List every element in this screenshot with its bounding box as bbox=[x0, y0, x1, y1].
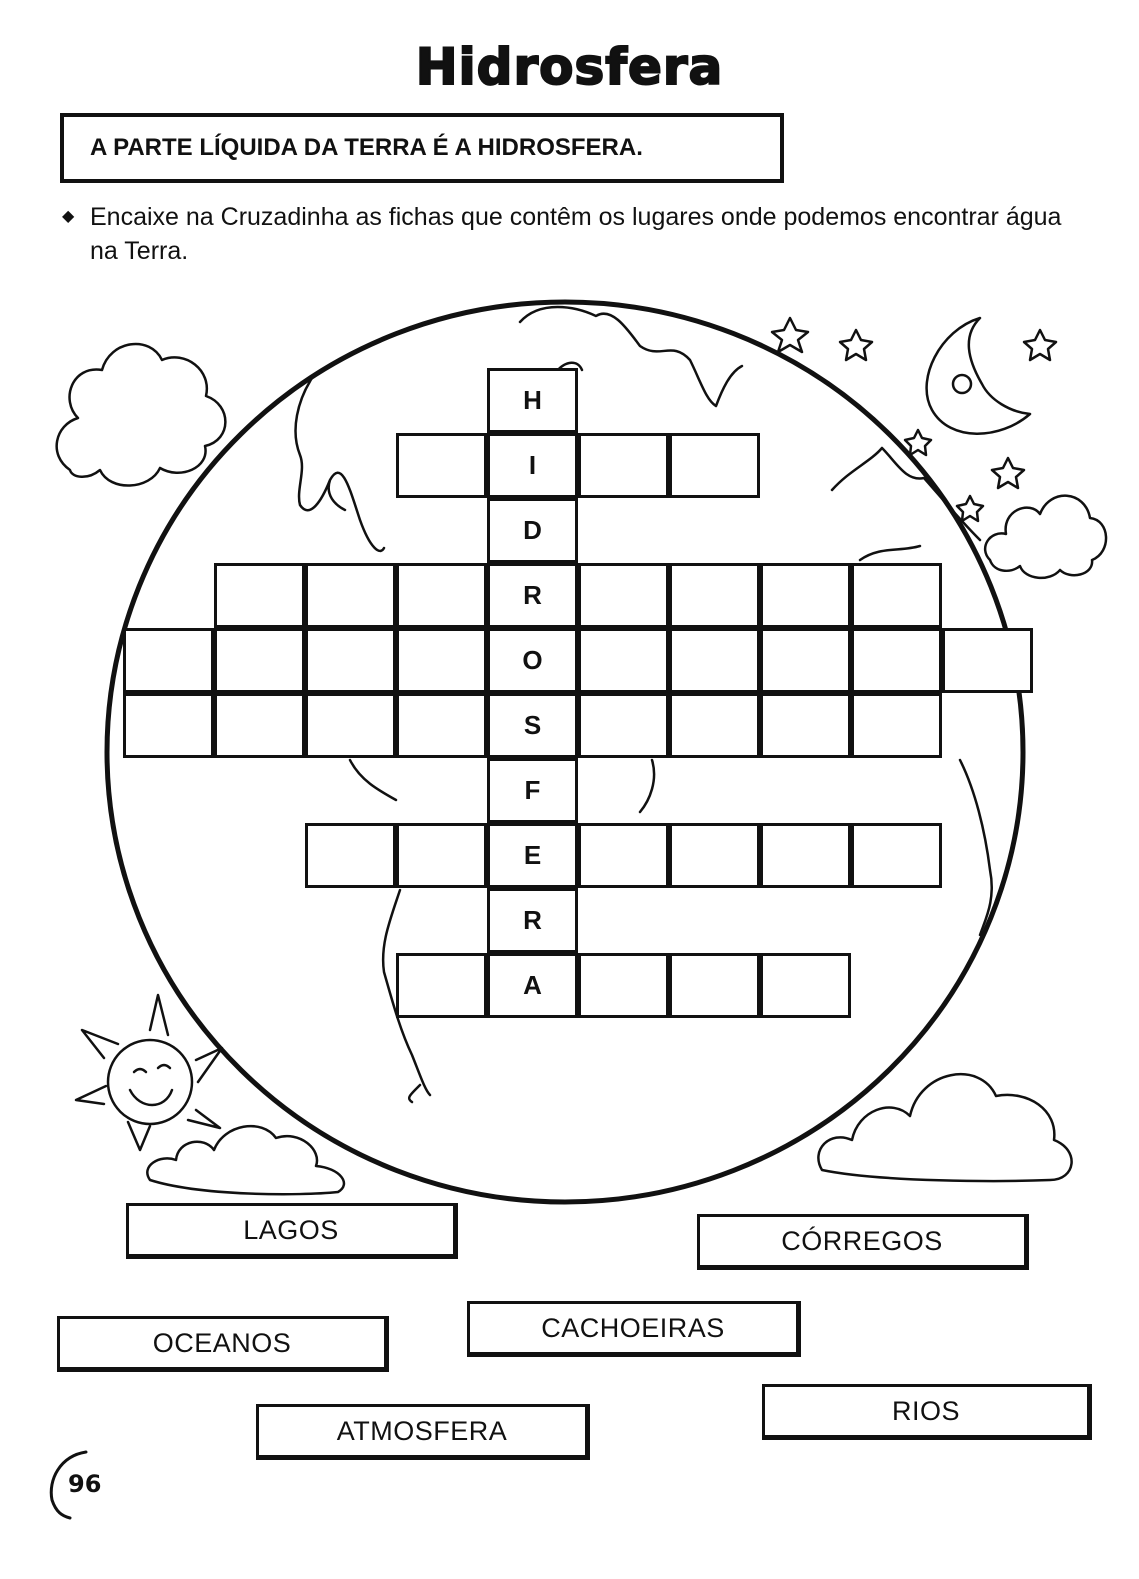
crossword-cell[interactable] bbox=[396, 693, 487, 758]
crossword-cell[interactable] bbox=[396, 953, 487, 1018]
crossword-cell[interactable] bbox=[396, 628, 487, 693]
crossword-cell[interactable] bbox=[760, 823, 851, 888]
statement-text: A PARTE LÍQUIDA DA TERRA É A HIDROSFERA. bbox=[90, 134, 643, 161]
crossword-cell-letter[interactable]: D bbox=[487, 498, 578, 563]
crossword-cell[interactable] bbox=[669, 433, 760, 498]
crossword-cell[interactable] bbox=[851, 628, 942, 693]
word-card-cachoeiras[interactable]: CACHOEIRAS bbox=[467, 1301, 801, 1357]
bullet-icon: ◆ bbox=[62, 208, 75, 225]
crossword-cell[interactable] bbox=[578, 953, 669, 1018]
star-icon bbox=[772, 318, 808, 352]
crossword-cell[interactable] bbox=[942, 628, 1033, 693]
crossword-cell[interactable] bbox=[851, 693, 942, 758]
cloud-bottom-left bbox=[147, 1126, 344, 1194]
crossword-cell-letter[interactable]: I bbox=[487, 433, 578, 498]
crossword-cell[interactable] bbox=[578, 433, 669, 498]
crossword-cell[interactable] bbox=[123, 693, 214, 758]
crossword-cell[interactable] bbox=[578, 563, 669, 628]
crossword-cell[interactable] bbox=[669, 693, 760, 758]
crossword-cell[interactable] bbox=[214, 693, 305, 758]
crossword-cell-letter[interactable]: E bbox=[487, 823, 578, 888]
crossword-cell[interactable] bbox=[123, 628, 214, 693]
moon-icon bbox=[927, 318, 1030, 434]
crossword-cell[interactable] bbox=[851, 823, 942, 888]
crossword-cell[interactable] bbox=[305, 563, 396, 628]
cloud-top-left bbox=[57, 344, 226, 486]
crossword-cell[interactable] bbox=[760, 628, 851, 693]
crossword-cell[interactable] bbox=[760, 693, 851, 758]
crossword-cell[interactable] bbox=[760, 563, 851, 628]
crossword-cell[interactable] bbox=[214, 563, 305, 628]
asia-shape bbox=[832, 448, 980, 560]
crossword-cell-letter[interactable]: R bbox=[487, 888, 578, 953]
sun-icon bbox=[108, 1040, 192, 1124]
word-card-lagos[interactable]: LAGOS bbox=[126, 1203, 458, 1259]
word-card-oceanos[interactable]: OCEANOS bbox=[57, 1316, 389, 1372]
crossword-cell[interactable] bbox=[669, 823, 760, 888]
crossword-cell-letter[interactable]: H bbox=[487, 368, 578, 433]
sun-face bbox=[130, 1065, 172, 1105]
crossword-cell[interactable] bbox=[760, 953, 851, 1018]
crossword-cell-letter[interactable]: A bbox=[487, 953, 578, 1018]
cloud-bottom-right bbox=[818, 1074, 1071, 1181]
crossword-cell[interactable] bbox=[305, 693, 396, 758]
crossword-cell[interactable] bbox=[214, 628, 305, 693]
crossword-cell-letter[interactable]: S bbox=[487, 693, 578, 758]
sun-rays bbox=[76, 995, 222, 1150]
north-america-shape bbox=[296, 378, 384, 551]
south-america-shape bbox=[350, 760, 430, 1102]
page-title: Hidrosfera bbox=[415, 38, 724, 96]
instruction-text: Encaixe na Cruzadinha as fichas que contêm os lugares onde podemos encontrar água na Terra. bbox=[90, 203, 1062, 265]
moon-eye bbox=[953, 375, 971, 393]
crossword-cell[interactable] bbox=[305, 628, 396, 693]
crossword-cell[interactable] bbox=[396, 433, 487, 498]
word-card-rios[interactable]: RIOS bbox=[762, 1384, 1092, 1440]
star-icon bbox=[840, 330, 872, 360]
crossword-cell-letter[interactable]: F bbox=[487, 758, 578, 823]
crossword-cell[interactable] bbox=[396, 563, 487, 628]
star-icon bbox=[957, 496, 983, 521]
crossword-cell[interactable] bbox=[578, 628, 669, 693]
crossword-cell[interactable] bbox=[396, 823, 487, 888]
crossword-cell[interactable] bbox=[305, 823, 396, 888]
star-icon bbox=[992, 458, 1024, 488]
crossword-cell[interactable] bbox=[669, 628, 760, 693]
crossword-cell[interactable] bbox=[578, 693, 669, 758]
crossword-cell[interactable] bbox=[669, 563, 760, 628]
crossword-cell-letter[interactable]: O bbox=[487, 628, 578, 693]
word-card-corregos[interactable]: CÓRREGOS bbox=[697, 1214, 1029, 1270]
crossword-cell[interactable] bbox=[851, 563, 942, 628]
crossword-cell[interactable] bbox=[578, 823, 669, 888]
word-card-atmosfera[interactable]: ATMOSFERA bbox=[256, 1404, 590, 1460]
crossword-cell[interactable] bbox=[669, 953, 760, 1018]
page-number: 96 bbox=[68, 1470, 102, 1498]
star-icon bbox=[1024, 330, 1056, 360]
cloud-right bbox=[985, 496, 1106, 578]
crossword-cell-letter[interactable]: R bbox=[487, 563, 578, 628]
